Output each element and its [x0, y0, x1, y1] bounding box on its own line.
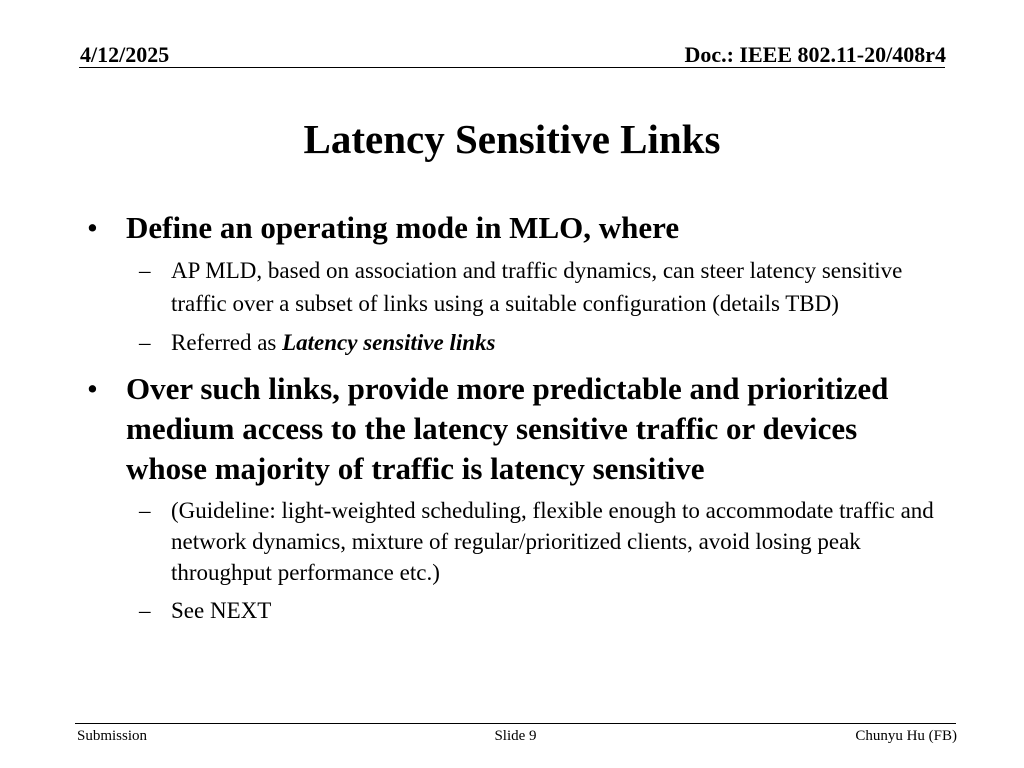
dash-icon: – — [139, 330, 151, 355]
header-doc-id: Doc.: IEEE 802.11-20/408r4 — [684, 42, 946, 67]
bullet-icon: • — [87, 210, 98, 245]
sub-bullet-text: (Guideline: light-weighted scheduling, flexible enough to accommodate traffic and network dynamics, mixture of regular/prioritized clients, avoid losing peak throughput performance etc.) — [171, 498, 934, 585]
sub-bullet-prefix: Referred as — [171, 330, 283, 355]
sub-bullet-ap-mld — [82, 254, 942, 320]
footer-divider — [75, 723, 956, 724]
bullet-icon: • — [87, 371, 98, 406]
header-date: 4/12/2025 — [80, 42, 170, 67]
dash-icon: – — [139, 258, 151, 283]
dash-icon: – — [139, 598, 151, 623]
footer-slide-number: Slide 9 — [494, 728, 537, 744]
bullet-predictable-access — [82, 369, 942, 489]
sub-bullet-guideline — [82, 495, 942, 588]
footer-submission: Submission — [77, 728, 148, 744]
sub-bullet-text: AP MLD, based on association and traffic dynamics, can steer latency sensitive traffic over a subset of links using a suitable configuration (details TBD) — [171, 258, 903, 316]
bullet-text: Define an operating mode in MLO, where — [126, 210, 680, 245]
footer-author: Chunyu Hu (FB) — [855, 728, 957, 744]
header-divider — [79, 67, 945, 68]
slide-title: Latency Sensitive Links — [303, 116, 721, 162]
slide-body — [82, 208, 942, 627]
sub-bullet-see-next — [82, 594, 942, 627]
dash-icon: – — [139, 498, 151, 523]
sub-bullet-referred-as — [82, 326, 942, 359]
bullet-operating-mode — [82, 208, 942, 248]
sub-bullet-emphasis: Latency sensitive links — [282, 330, 496, 355]
bullet-text: Over such links, provide more predictable and prioritized medium access to the latency sensitive traffic or devices whose majority of traffic is latency sensitive — [126, 371, 889, 486]
sub-bullet-text: See NEXT — [171, 598, 272, 623]
